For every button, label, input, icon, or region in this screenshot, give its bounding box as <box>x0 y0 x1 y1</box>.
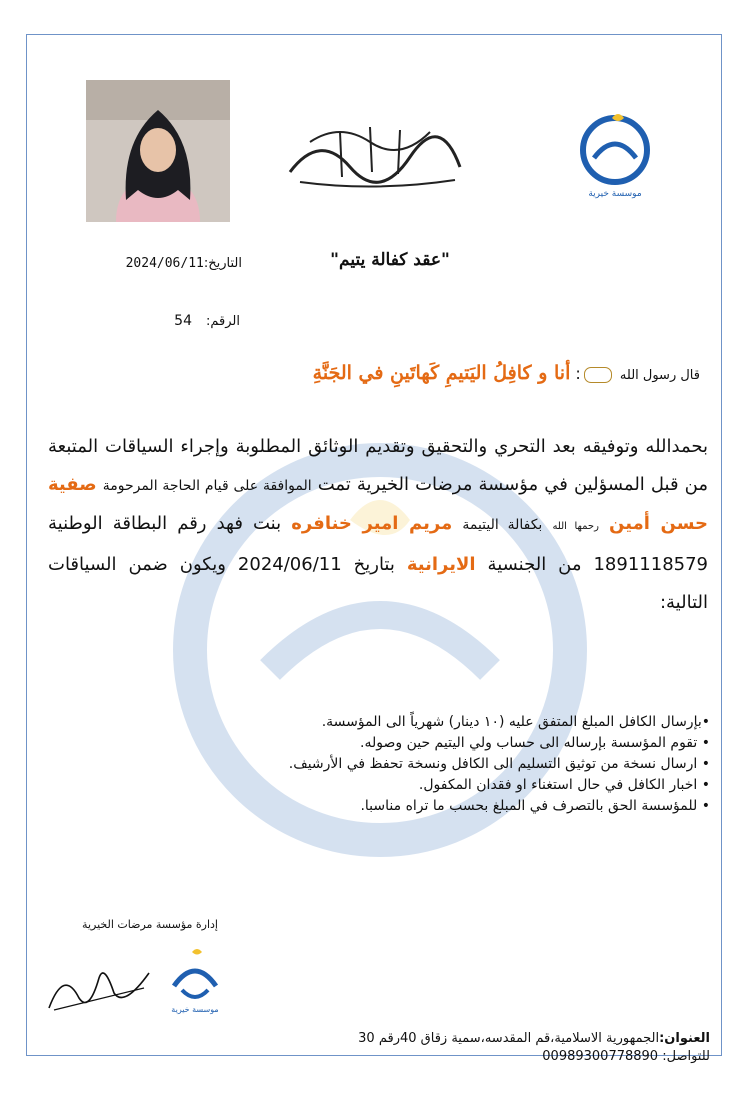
body-part-1: بحمدالله وتوفيقه بعد التحري والتحقيق وتقديم الوثائق المطلوبة وإجراء السياقات المتبعة من قبل المسؤلين في مؤسسة مرضات الخيرية تمت <box>48 436 708 495</box>
contact-label: للتواصل: <box>662 1049 710 1064</box>
contact-value: 00989300778890 <box>542 1049 659 1064</box>
body-part-4: بنت فهد رقم البطاقة الوطنية 1891118579 من الجنسية <box>48 513 709 575</box>
date-label: التاريخ: <box>203 256 242 271</box>
signature <box>44 958 154 1018</box>
list-item: • للمؤسسة الحق بالتصرف في المبلغ بحسب ما تراه مناسبا. <box>360 798 710 814</box>
hadith-quote: أنا و كافِلُ اليَتيمِ كَهاتَينِ في الجَنَّةِ <box>312 362 571 384</box>
address-value: الجمهورية الاسلامية،قم المقدسه،سمية زقاق 40رقم 30 <box>358 1031 660 1046</box>
sponsor-name: صفية حسن أمين <box>48 474 709 534</box>
list-item: • ارسال نسخة من توثيق التسليم الى الكافل ونسخة تحفظ في الأرشيف. <box>288 756 710 772</box>
list-item: • تقوم المؤسسة بإرساله الى حساب ولي اليتيم حين وصوله. <box>360 735 710 751</box>
orphan-name: مريم امير خنافره <box>291 513 453 534</box>
date-value: 2024/06/11 <box>125 256 204 271</box>
list-item: • اخبار الكافل في حال استغناء او فقدان المكفول. <box>418 777 710 793</box>
list-item: •بإرسال الكافل المبلغ المتفق عليه (١٠ دينار) شهرياً الى المؤسسة. <box>321 714 710 730</box>
basmala-calligraphy <box>280 112 470 192</box>
date-field <box>82 256 242 271</box>
body-part-5: بتاريخ 2024/06/11 ويكون ضمن السياقات التالية: <box>48 554 708 613</box>
stamp-logo <box>162 946 228 1016</box>
hadith-line: قال رسول الله : أنا و كافِلُ اليَتيمِ كَهاتَينِ في الجَنَّةِ <box>312 362 700 384</box>
address-block <box>270 1030 710 1066</box>
management-label: إدارة مؤسسة مرضات الخيرية <box>82 918 218 931</box>
number-value: 54 <box>174 313 192 329</box>
pbuh-seal-icon <box>584 367 612 383</box>
logo-caption: موسسة خيرية <box>588 189 642 199</box>
orphan-photo <box>86 80 230 222</box>
body-part-3: بكفالة اليتيمة <box>462 517 543 533</box>
stamp-caption: موسسة خيرية <box>171 1005 219 1014</box>
contract-body <box>48 428 708 622</box>
body-part-2: الموافقة على قيام الحاجة المرحومة <box>102 478 312 494</box>
address-label: العنوان: <box>659 1031 710 1046</box>
document-title: "عقد كفالة يتيم" <box>330 250 450 270</box>
nationality: الايرانية <box>406 554 476 575</box>
number-field <box>120 313 240 329</box>
rahmat-text: رحمها الله <box>552 521 599 532</box>
hadith-intro: قال رسول الله <box>619 368 700 383</box>
number-label: الرقم: <box>206 314 240 329</box>
conditions-list <box>120 712 710 817</box>
charity-logo <box>572 110 658 200</box>
